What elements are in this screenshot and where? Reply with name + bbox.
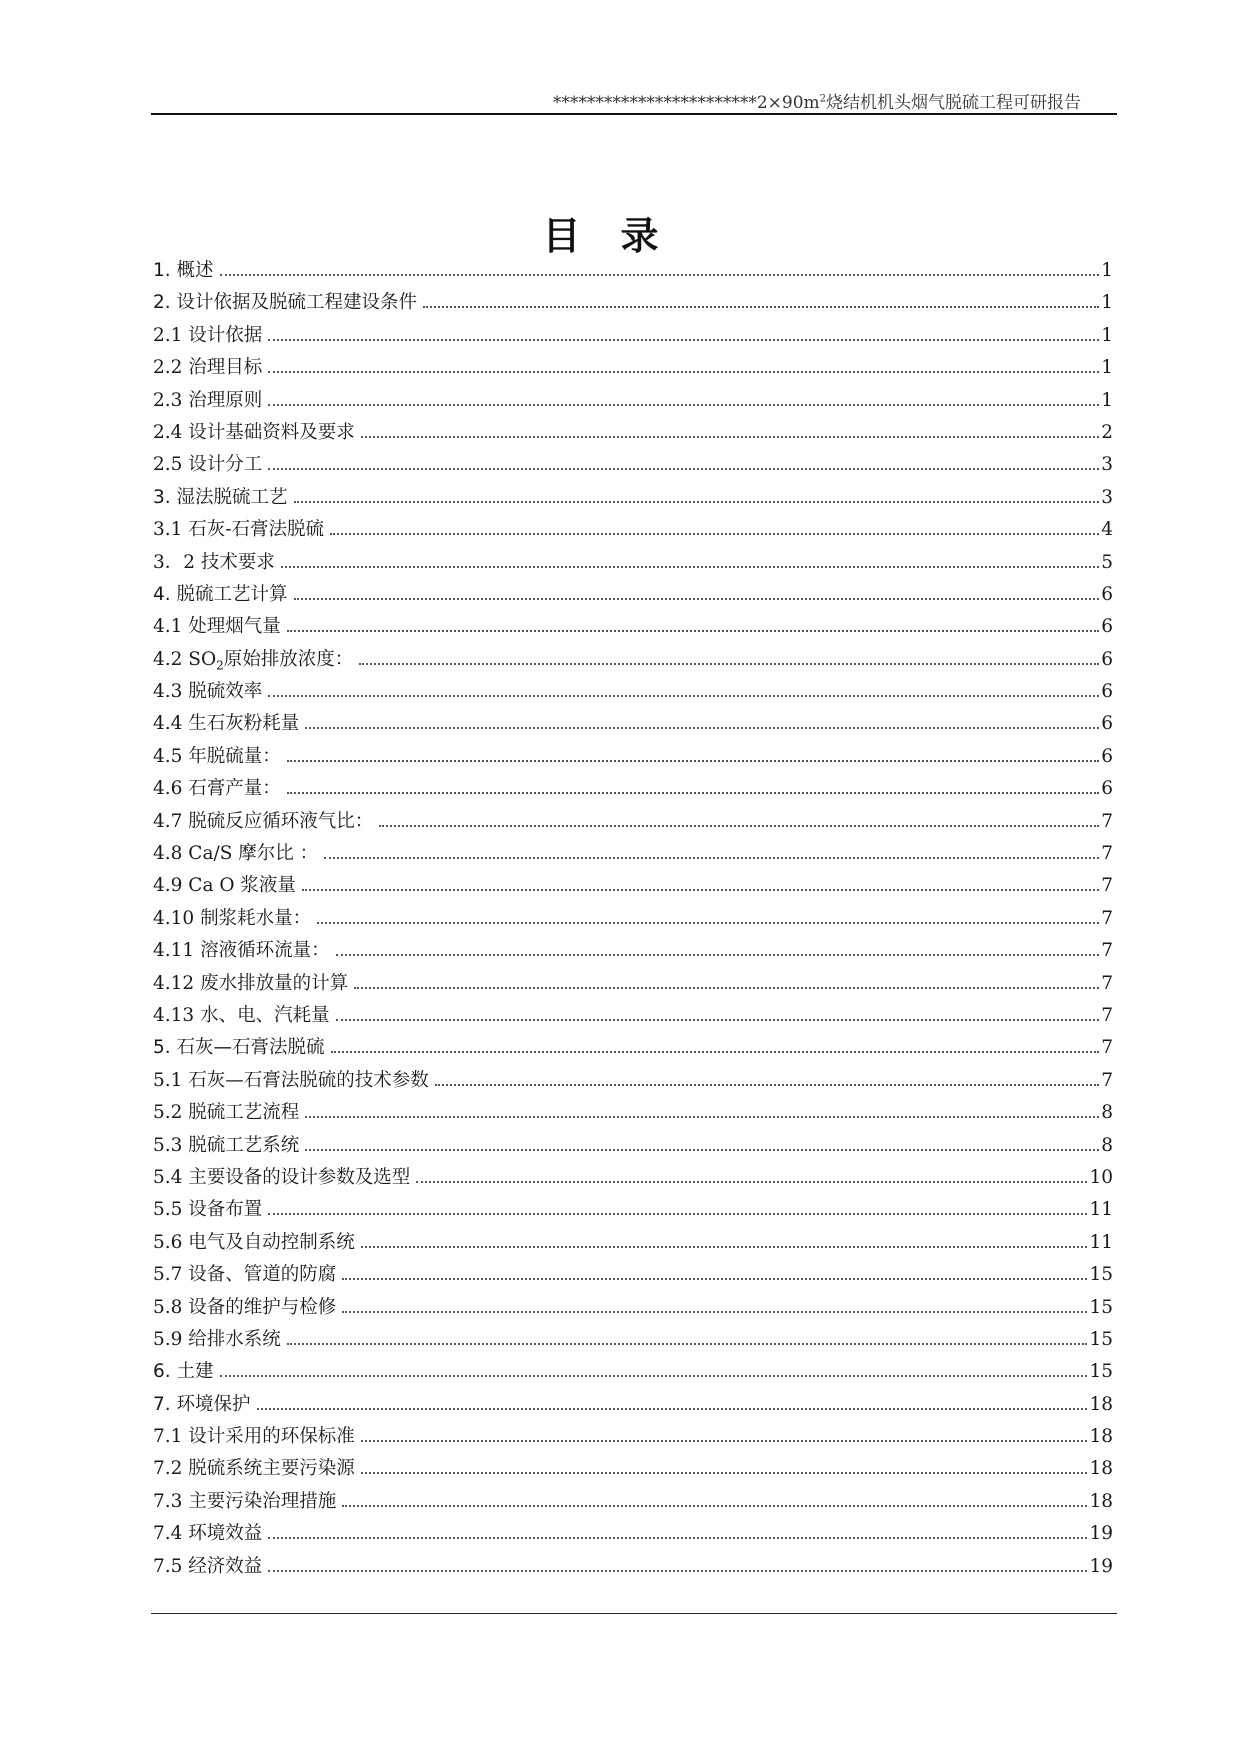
- toc-entry-label: [153, 1098, 299, 1124]
- toc-dot-leader: [416, 1181, 1087, 1183]
- toc-page-number: 18: [1089, 1426, 1113, 1448]
- toc-entry-label: [153, 1228, 355, 1254]
- toc-entry[interactable]: [153, 1001, 1113, 1033]
- toc-entry-label: [153, 1422, 355, 1448]
- toc-page-number: 7: [1101, 843, 1113, 865]
- toc-entry[interactable]: [153, 1390, 1113, 1422]
- toc-page-number: 11: [1089, 1231, 1113, 1253]
- toc-entry-label: [153, 1033, 325, 1059]
- toc-entry-label-text: 5.9 给排水系统: [153, 1328, 281, 1350]
- toc-entry-label-text: 7.1 设计采用的环保标准: [153, 1426, 355, 1448]
- toc-entry[interactable]: [153, 580, 1113, 612]
- toc-entry-label-text: 5.3 脱硫工艺系统: [153, 1134, 300, 1156]
- toc-page-number: 6: [1101, 648, 1113, 670]
- toc-entry-label: [153, 483, 288, 509]
- toc-entry[interactable]: [153, 709, 1113, 741]
- toc-page-number: 6: [1101, 745, 1113, 767]
- toc-entry-label-text: 3.1 石灰-石膏法脱硫: [153, 519, 325, 541]
- toc-page-number: 7: [1101, 810, 1113, 832]
- toc-entry-label-text: 7.4 环境效益: [153, 1523, 263, 1545]
- toc-page-number: 18: [1089, 1458, 1113, 1480]
- toc-dot-leader: [342, 1505, 1087, 1507]
- toc-entry-label: [153, 1357, 214, 1383]
- toc-dot-leader: [354, 987, 1099, 989]
- toc-dot-leader: [305, 727, 1099, 729]
- toc-entry-label-text: 4.10 制浆耗水量：: [153, 907, 312, 929]
- toc-entry-label: [153, 1293, 336, 1319]
- toc-page-number: 15: [1089, 1264, 1113, 1286]
- toc-entry-label-text: 5. 石灰—石膏法脱硫: [153, 1037, 325, 1059]
- toc-dot-leader: [257, 1408, 1088, 1410]
- toc-page-number: 8: [1101, 1102, 1113, 1124]
- toc-entry[interactable]: [153, 1422, 1113, 1454]
- toc-dot-leader: [361, 1472, 1088, 1474]
- toc-entry[interactable]: [153, 548, 1113, 580]
- toc-entry-label-text: 4.8 Ca/S 摩尔比 ：: [153, 843, 319, 865]
- toc-page-number: 1: [1101, 357, 1113, 379]
- toc-entry-label-text: 4.7 脱硫反应循环液气比：: [153, 810, 374, 832]
- toc-entry-label-text: 2.4 设计基础资料及要求: [153, 421, 355, 443]
- toc-entry-label-text: 3．2 技术要求: [153, 551, 275, 573]
- toc-dot-leader: [435, 1084, 1099, 1086]
- toc-page-number: 15: [1089, 1361, 1113, 1383]
- toc-entry-label-text: 4.5 年脱硫量：: [153, 745, 281, 767]
- toc-dot-leader: [379, 825, 1099, 827]
- toc-entry[interactable]: [153, 515, 1113, 547]
- toc-entry-label: [153, 321, 262, 347]
- toc-dot-leader: [268, 695, 1099, 697]
- toc-entry[interactable]: [153, 353, 1113, 385]
- toc-dot-leader: [342, 1311, 1087, 1313]
- toc-dot-leader: [281, 566, 1099, 568]
- toc-dot-leader: [317, 922, 1099, 924]
- toc-entry-label: [153, 1163, 410, 1189]
- toc-entry-label: [153, 677, 262, 703]
- toc-page-number: 6: [1101, 616, 1113, 638]
- toc-entry-label-text: 2.1 设计依据: [153, 324, 263, 346]
- toc-entry[interactable]: [153, 1260, 1113, 1292]
- toc-entry[interactable]: [153, 742, 1113, 774]
- toc-dot-leader: [305, 1149, 1099, 1151]
- toc-entry-label: [153, 1390, 251, 1416]
- toc-page-number: 1: [1101, 292, 1113, 314]
- toc-page-number: 7: [1101, 875, 1113, 897]
- toc-entry[interactable]: [153, 969, 1113, 1001]
- toc-dot-leader: [268, 404, 1099, 406]
- toc-entry-label: [153, 645, 353, 673]
- toc-entry-label-text: 4.4 生石灰粉耗量: [153, 713, 300, 735]
- toc-page-number: 2: [1101, 421, 1113, 443]
- toc-dot-leader: [287, 1343, 1088, 1345]
- toc-page-number: 4: [1101, 519, 1113, 541]
- toc-page-number: 7: [1101, 1037, 1113, 1059]
- toc-page-number: 7: [1101, 972, 1113, 994]
- toc-page-number: 15: [1089, 1296, 1113, 1318]
- toc-entry-label-text: 5.4 主要设备的设计参数及选型: [153, 1166, 411, 1188]
- toc-page-number: 19: [1089, 1555, 1113, 1577]
- toc-entry[interactable]: [153, 1293, 1113, 1325]
- toc-page-number: 1: [1101, 260, 1113, 281]
- toc-entry[interactable]: [153, 386, 1113, 418]
- toc-entry-label: [153, 450, 262, 476]
- toc-entry-label: [153, 1519, 262, 1545]
- toc-dot-leader: [305, 1116, 1099, 1118]
- toc-page-number: 6: [1101, 681, 1113, 703]
- toc-page-number: 7: [1101, 907, 1113, 929]
- toc-entry[interactable]: [153, 256, 1113, 288]
- toc-page-number: 1: [1101, 389, 1113, 411]
- toc-entry-label-text: 原始排放浓度：: [223, 648, 354, 670]
- toc-entry-label-text: 2.5 设计分工: [153, 454, 263, 476]
- toc-entry-label: [153, 612, 281, 638]
- toc-entry[interactable]: [153, 936, 1113, 968]
- toc-entry[interactable]: [153, 645, 1113, 677]
- toc-dot-leader: [361, 436, 1099, 438]
- toc-entry[interactable]: [153, 1325, 1113, 1357]
- toc-entry-label: [153, 353, 262, 379]
- toc-entry-label: [153, 580, 288, 606]
- toc-entry-label: [153, 548, 275, 574]
- toc-entry-label-text: 4.13 水、电、汽耗量: [153, 1004, 330, 1026]
- toc-dot-leader: [361, 1246, 1088, 1248]
- toc-entry[interactable]: [153, 1131, 1113, 1163]
- toc-entry-label: [153, 1066, 429, 1092]
- header-text-post: 烧结机机头烟气脱硫工程可研报告: [826, 93, 1081, 113]
- toc-dot-leader: [294, 598, 1100, 600]
- toc-page-number: 10: [1089, 1166, 1113, 1188]
- toc-dot-leader: [268, 1570, 1087, 1572]
- toc-dot-leader: [268, 339, 1099, 341]
- toc-dot-leader: [287, 760, 1099, 762]
- toc-entry-label-text: 2. 设计依据及脱硫工程建设条件: [153, 292, 418, 314]
- footer-rule: [151, 1613, 1117, 1614]
- toc-dot-leader: [331, 1051, 1100, 1053]
- toc-entry-label-text: 2.2 治理目标: [153, 357, 263, 379]
- toc-entry-label-text: 7.3 主要污染治理措施: [153, 1490, 337, 1512]
- toc-dot-leader: [336, 954, 1100, 956]
- toc-entry[interactable]: [153, 1163, 1113, 1195]
- toc-entry-label: [153, 936, 330, 962]
- toc-entry-label-text: 4.9 Ca O 浆液量: [153, 875, 296, 897]
- toc-entry-label: [153, 1325, 281, 1351]
- toc-entry-label: [153, 256, 214, 282]
- toc-entry[interactable]: [153, 904, 1113, 936]
- toc-entry[interactable]: [153, 871, 1113, 903]
- toc-entry-label: [153, 969, 348, 995]
- toc-entry-subscript: 2: [216, 658, 224, 673]
- toc-page-number: 6: [1101, 713, 1113, 735]
- toc-entry-label-text: 5.2 脱硫工艺流程: [153, 1102, 300, 1124]
- toc-entry-label: [153, 904, 311, 930]
- toc-entry-label-text: 5.6 电气及自动控制系统: [153, 1231, 355, 1253]
- toc-entry-label-text: 7.2 脱硫系统主要污染源: [153, 1458, 355, 1480]
- toc-page-number: 7: [1101, 940, 1113, 962]
- toc-entry[interactable]: [153, 1098, 1113, 1130]
- toc-entry-label: [153, 1195, 262, 1221]
- toc-entry[interactable]: [153, 677, 1113, 709]
- toc-dot-leader: [268, 1213, 1087, 1215]
- toc-entry-label-text: 4.2 SO: [153, 648, 217, 670]
- toc-entry-label-text: 4. 脱硫工艺计算: [153, 583, 288, 605]
- toc-dot-leader: [342, 1278, 1087, 1280]
- toc-entry-label-text: 4.3 脱硫效率: [153, 681, 263, 703]
- toc-entry-label: [153, 418, 355, 444]
- toc-dot-leader: [287, 630, 1099, 632]
- toc-entry[interactable]: [153, 321, 1113, 353]
- toc-entry-label-text: 4.11 溶液循环流量：: [153, 940, 330, 962]
- toc-entry-label-text: 4.6 石膏产量：: [153, 778, 281, 800]
- toc-dot-leader: [268, 1537, 1087, 1539]
- toc-entry-label: [153, 386, 262, 412]
- toc-entry-label-text: 5.5 设备布置: [153, 1199, 263, 1221]
- toc-entry-label-text: 7.5 经济效益: [153, 1555, 263, 1577]
- toc-entry[interactable]: [153, 774, 1113, 806]
- toc-entry[interactable]: [153, 483, 1113, 515]
- toc-dot-leader: [359, 663, 1099, 665]
- toc-entry-label-text: 5.1 石灰—石膏法脱硫的技术参数: [153, 1069, 429, 1091]
- toc-page-number: 19: [1089, 1523, 1113, 1545]
- toc-entry[interactable]: [153, 1454, 1113, 1486]
- toc-dot-leader: [324, 857, 1099, 859]
- running-header: [553, 88, 1081, 113]
- toc-page-number: 5: [1101, 551, 1113, 573]
- toc-entry-label-text: 5.8 设备的维护与检修: [153, 1296, 337, 1318]
- toc-entry-label: [153, 871, 296, 897]
- toc-page-number: 1: [1101, 324, 1113, 346]
- toc-page-number: 6: [1101, 583, 1113, 605]
- toc-dot-leader: [336, 1019, 1100, 1021]
- toc-page-number: 6: [1101, 778, 1113, 800]
- toc-dot-leader: [287, 792, 1099, 794]
- toc-page-number: 18: [1089, 1393, 1113, 1415]
- toc-entry[interactable]: [153, 839, 1113, 871]
- toc-entry-label-text: 2.3 治理原则: [153, 389, 263, 411]
- toc-page-number: 8: [1101, 1134, 1113, 1156]
- toc-dot-leader: [268, 468, 1099, 470]
- toc-entry-label: [153, 1552, 262, 1578]
- toc-entry-label: [153, 839, 318, 865]
- toc-dot-leader: [302, 889, 1099, 891]
- toc-entry[interactable]: [153, 1357, 1113, 1389]
- toc-entry-label: [153, 515, 324, 541]
- toc-entry-label-text: 1. 概述: [153, 260, 214, 281]
- toc-entry[interactable]: [153, 288, 1113, 320]
- toc-page-number: 3: [1101, 454, 1113, 476]
- toc-entry[interactable]: [153, 1066, 1113, 1098]
- header-superscript: 2: [819, 93, 826, 105]
- toc-entry-label: [153, 742, 281, 768]
- toc-entry[interactable]: [153, 1487, 1113, 1519]
- toc-entry-label: [153, 807, 373, 833]
- toc-page-number: 7: [1101, 1004, 1113, 1026]
- toc-dot-leader: [220, 1375, 1088, 1377]
- toc-entry[interactable]: [153, 1519, 1113, 1551]
- toc-entry-label-text: 7. 环境保护: [153, 1393, 251, 1415]
- toc-entry-label-text: 6. 土建: [153, 1361, 214, 1383]
- toc-entry-label: [153, 709, 299, 735]
- page-title: 目录: [542, 214, 699, 258]
- toc-page-number: 7: [1101, 1069, 1113, 1091]
- toc-entry[interactable]: [153, 1228, 1113, 1260]
- toc-entry-label-text: 5.7 设备、管道的防腐: [153, 1264, 337, 1286]
- toc-dot-leader: [294, 501, 1100, 503]
- toc-dot-leader: [268, 371, 1099, 373]
- toc-entry[interactable]: [153, 807, 1113, 839]
- toc-entry-label: [153, 1260, 336, 1286]
- toc-entry[interactable]: [153, 1552, 1113, 1584]
- toc-dot-leader: [220, 274, 1100, 276]
- toc-entry[interactable]: [153, 418, 1113, 450]
- toc-dot-leader: [361, 1440, 1088, 1442]
- toc-dot-leader: [330, 533, 1099, 535]
- toc-page-number: 11: [1089, 1199, 1113, 1221]
- table-of-contents: [153, 256, 1113, 1584]
- header-rule: [151, 113, 1117, 115]
- header-text-pre: ************************2×90m: [552, 93, 820, 113]
- toc-page-number: 3: [1101, 486, 1113, 508]
- toc-entry[interactable]: [153, 1195, 1113, 1227]
- toc-entry-label: [153, 288, 417, 314]
- toc-entry-label-text: 3. 湿法脱硫工艺: [153, 486, 288, 508]
- toc-entry-label: [153, 1131, 299, 1157]
- toc-entry-label: [153, 1454, 355, 1480]
- toc-dot-leader: [423, 306, 1099, 308]
- toc-entry-label-text: 4.12 废水排放量的计算: [153, 972, 349, 994]
- toc-entry[interactable]: [153, 612, 1113, 644]
- toc-page-number: 15: [1089, 1328, 1113, 1350]
- toc-entry[interactable]: [153, 1033, 1113, 1065]
- toc-entry-label-text: 4.1 处理烟气量: [153, 616, 281, 638]
- toc-entry-label: [153, 1001, 330, 1027]
- toc-entry-label: [153, 774, 281, 800]
- toc-page-number: 18: [1089, 1490, 1113, 1512]
- toc-entry-label: [153, 1487, 336, 1513]
- toc-entry[interactable]: [153, 450, 1113, 482]
